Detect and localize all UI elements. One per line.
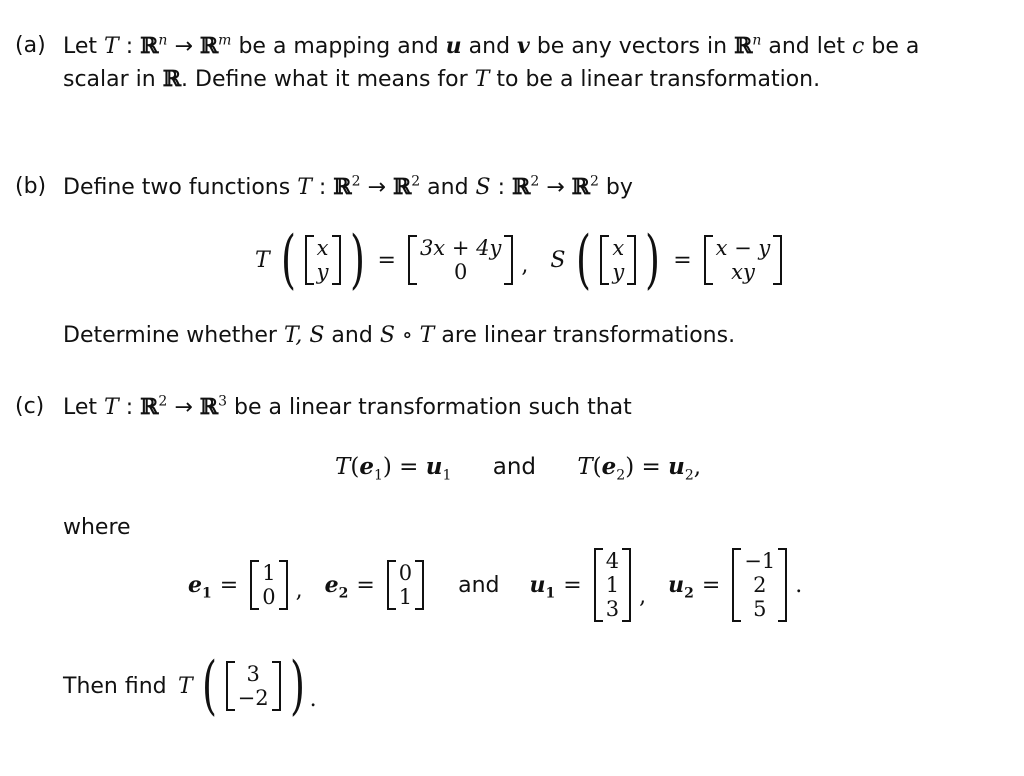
vector-entry: x [316,236,329,260]
u1-name: $u_1$ [529,572,556,602]
u2-name: $u_2$ [668,572,694,602]
equals-sign: = [356,572,375,598]
part-c-mapping-equations: $T(e_1) = u_1$ and $T(e_2) = u_2$, [335,453,702,484]
comma: , [295,578,303,603]
equals-sign: = [673,247,692,273]
u1-vector [594,548,631,622]
equals-sign: = [701,572,721,598]
equals-sign: = [377,247,396,273]
S-output-vector [704,235,783,285]
vector-entry: 1 [605,573,620,597]
vector-entry: 0 [453,260,468,284]
period: . [795,572,803,598]
vector-entry: −2 [237,686,269,710]
right-paren: ) [289,649,305,723]
part-c-label: (c) [15,394,45,419]
equals-sign: = [563,572,582,598]
part-c-line-1: Let T : ℝ$^2$ → ℝ$^3$ be a linear transformation such that [63,393,632,420]
e1-vector [250,560,287,610]
vector-entry: 0 [262,585,276,609]
e2-name: $e_2$ [324,572,349,602]
vector-entry: 3 [605,597,620,621]
vector-entry: −1 [744,549,776,573]
T-function-name: T [255,247,270,273]
vector-entry: 2 [753,573,767,597]
vector-entry: 5 [753,597,767,621]
vector-entry: 0 [398,561,413,585]
T-input-vector [305,235,341,285]
and-word: and [458,572,500,598]
comma: , [521,253,529,278]
vector-entry: 3x + 4y [419,236,502,260]
left-paren: ( [576,223,592,297]
vector-entry: 3 [246,662,260,686]
left-paren: ( [280,223,296,297]
comma: , [639,584,647,609]
u2-vector [732,548,787,622]
vector-entry: 1 [262,561,276,585]
vector-entry: y [612,260,625,284]
right-paren: ) [349,223,365,297]
part-a-line-1: Let T : ℝ$^n$ → ℝ$^m$ be a mapping and u and v be any vectors in ℝ$^n$ and let c be a [63,32,920,59]
part-b-question: Determine whether T, S and S ∘ T are linear transformations. [63,323,736,348]
part-a-label: (a) [15,33,46,58]
e1-name: $e_1$ [188,572,212,602]
part-b-line-1: Define two functions T : ℝ$^2$ → ℝ$^2$ and S : ℝ$^2$ → ℝ$^2$ by [63,173,633,200]
where-label: where [63,515,131,540]
vector-entry: 4 [605,549,620,573]
then-find-expression [178,650,317,722]
T-function-name: T [178,673,193,699]
S-input-vector [600,235,636,285]
then-find-text: Then find [63,674,167,699]
left-paren: ( [201,649,217,723]
e2-vector [387,560,424,610]
part-b-definitions [255,222,786,298]
vector-entry: y [316,260,329,284]
part-c-vectors [188,535,802,635]
right-paren: ) [645,223,661,297]
part-a-line-2: scalar in ℝ. Define what it means for T to be a linear transformation. [63,66,821,92]
S-function-name: S [550,247,566,273]
vector-entry: 1 [398,585,413,609]
T-output-vector [408,235,513,285]
vector-entry: x − y [715,236,771,260]
period: . [309,687,317,712]
equals-sign: = [219,572,239,598]
input-vector [226,661,281,711]
vector-entry: x [612,236,625,260]
part-b-label: (b) [15,174,47,199]
vector-entry: xy [731,260,755,284]
